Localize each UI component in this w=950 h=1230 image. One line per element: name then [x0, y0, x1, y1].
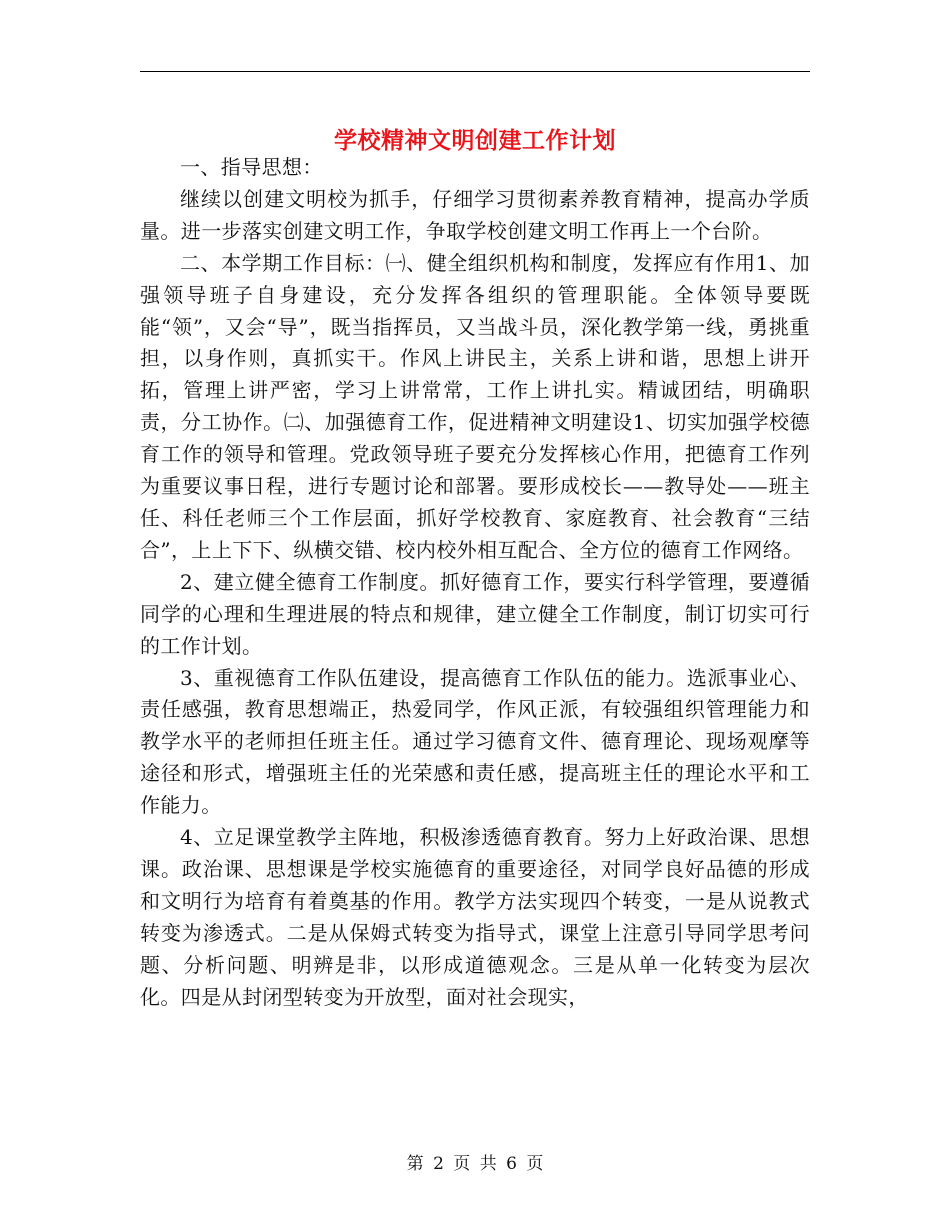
paragraph-guiding-thought-heading: 一、指导思想： [180, 155, 323, 179]
document-title: 学校精神文明创建工作计划 [334, 127, 616, 155]
document-body [140, 152, 810, 1013]
page-number-footer: 第 2 页 共 6 页 [406, 1154, 544, 1174]
paragraph-guiding-thought: 继续以创建文明校为抓手，仔细学习贯彻素养教育精神，提高办学质量。进一步落实创建文明工作，争取学校创建文明工作再上一个台阶。 [140, 186, 810, 243]
paragraph-classroom-teaching: 4、立足课堂教学主阵地，积极渗透德育教育。努力上好政治课、思想课。政治课、思想课是学校实施德育的重要途径，对同学良好品德的形成和文明行为培育有着奠基的作用。教学方法实现四个转变，一是从说教式转变为渗透式。二是从保姆式转变为指导式，课堂上注意引导同学思考问题、分析问题、明辨是非，以形成道德观念。三是从单一化转变为层次化。四是从封闭型转变为开放型，面对社会现实， [140, 825, 810, 1009]
paragraph-moral-team: 3、重视德育工作队伍建设，提高德育工作队伍的能力。选派事业心、责任感强，教育思想端正，热爱同学，作风正派，有较强组织管理能力和教学水平的老师担任班主任。通过学习德育文件、德育理论、现场观摩等途径和形式，增强班主任的光荣感和责任感，提高班主任的理论水平和工作能力。 [140, 665, 810, 818]
paragraph-moral-system: 2、建立健全德育工作制度。抓好德育工作，要实行科学管理，要遵循同学的心理和生理进展的特点和规律，建立健全工作制度，制订切实可行的工作计划。 [140, 569, 810, 658]
paragraph-work-goals: 二、本学期工作目标：㈠、健全组织机构和制度，发挥应有作用1、加强领导班子自身建设，充分发挥各组织的管理职能。全体领导要既能“领”，又会“导”，既当指挥员，又当战斗员，深化教学第一线，勇挑重担，以身作则，真抓实干。作风上讲民主，关系上讲和谐，思想上讲开拓，管理上讲严密，学习上讲常常，工作上讲扎实。精诚团结，明确职责，分工协作。㈡、加强德育工作，促进精神文明建设1、切实加强学校德育工作的领导和管理。党政领导班子要充分发挥核心作用，把德育工作列为重要议事日程，进行专题讨论和部署。要形成校长——教导处——班主任、科任老师三个工作层面，抓好学校教育、家庭教育、社会教育“三结合”，上上下下、纵横交错、校内校外相互配合、全方位的德育工作网络。 [140, 250, 810, 562]
header-rule [140, 71, 810, 72]
